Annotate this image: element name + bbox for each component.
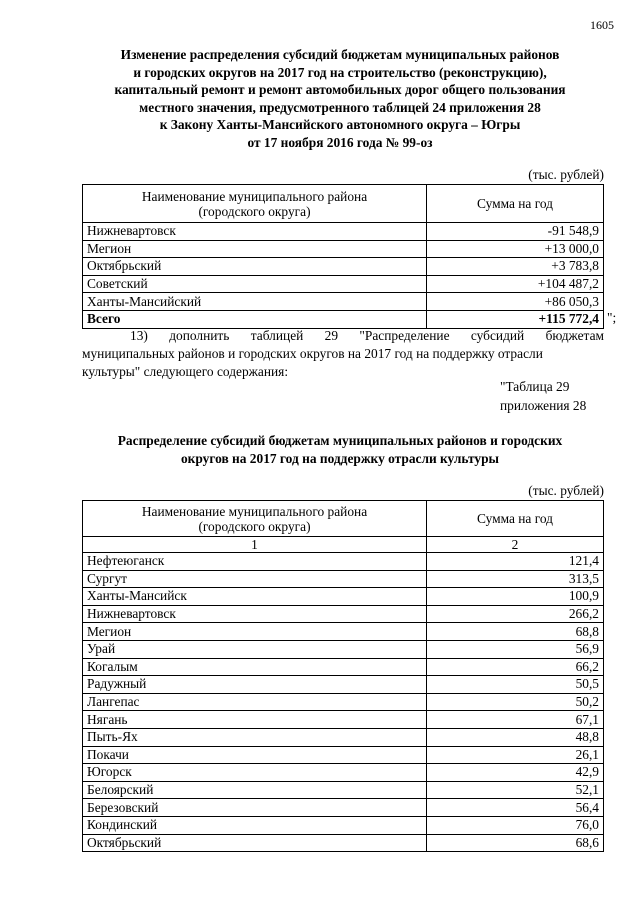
total-label: Всего bbox=[83, 310, 427, 328]
row-value: 68,6 bbox=[427, 834, 604, 852]
table-reference bbox=[500, 377, 586, 415]
table-row bbox=[83, 676, 604, 694]
row-value: 56,9 bbox=[427, 640, 604, 658]
closing-quote: "; bbox=[607, 310, 617, 325]
row-name: Когалым bbox=[83, 658, 427, 676]
row-name: Пыть-Ях bbox=[83, 728, 427, 746]
row-value: 26,1 bbox=[427, 746, 604, 764]
row-name: Нефтеюганск bbox=[83, 553, 427, 571]
row-value: 48,8 bbox=[427, 728, 604, 746]
table-row bbox=[83, 764, 604, 782]
column-header-name-line1: Наименование муниципального района bbox=[141, 188, 368, 204]
paragraph-line: культуры" следующего содержания: bbox=[82, 364, 289, 379]
column-header-name-line2: (городского округа) bbox=[198, 518, 311, 534]
table-row bbox=[83, 640, 604, 658]
row-value: 56,4 bbox=[427, 799, 604, 817]
row-name: Югорск bbox=[83, 764, 427, 782]
row-name: Октябрьский bbox=[83, 834, 427, 852]
row-name: Белоярский bbox=[83, 781, 427, 799]
table-row bbox=[83, 293, 604, 311]
row-name: Ханты-Мансийский bbox=[83, 293, 427, 311]
row-name: Нягань bbox=[83, 711, 427, 729]
section2-units: (тыс. рублей) bbox=[528, 483, 604, 498]
row-name: Ханты-Мансийск bbox=[83, 588, 427, 606]
row-value: 121,4 bbox=[427, 553, 604, 571]
table-row bbox=[83, 746, 604, 764]
column-header-sum: Сумма на год bbox=[427, 185, 604, 223]
row-value: 100,9 bbox=[427, 588, 604, 606]
table-row bbox=[83, 240, 604, 258]
table-row bbox=[83, 834, 604, 852]
section1-table bbox=[82, 184, 604, 329]
row-value: 52,1 bbox=[427, 781, 604, 799]
paragraph-line: 13) дополнить таблицей 29 "Распределение субсидий бюджетам bbox=[130, 328, 604, 343]
row-value: +3 783,8 bbox=[427, 258, 604, 276]
section1-title-line: капитальный ремонт и ремонт автомобильных дорог общего пользования bbox=[114, 82, 566, 97]
table-row bbox=[83, 728, 604, 746]
table-reference-line: "Таблица 29 bbox=[500, 379, 570, 394]
row-name: Радужный bbox=[83, 676, 427, 694]
table-reference-line: приложения 28 bbox=[500, 398, 587, 413]
column-number-2: 2 bbox=[427, 537, 604, 553]
table-row bbox=[83, 275, 604, 293]
table-row bbox=[83, 781, 604, 799]
row-value: 67,1 bbox=[427, 711, 604, 729]
table-row bbox=[83, 623, 604, 641]
table-row bbox=[83, 588, 604, 606]
row-value: 68,8 bbox=[427, 623, 604, 641]
section2-title bbox=[60, 432, 620, 467]
table-row bbox=[83, 258, 604, 276]
row-name: Октябрьский bbox=[83, 258, 427, 276]
row-value: 50,5 bbox=[427, 676, 604, 694]
row-value: 76,0 bbox=[427, 816, 604, 834]
row-name: Советский bbox=[83, 275, 427, 293]
table-header-row bbox=[83, 501, 604, 537]
row-name: Мегион bbox=[83, 623, 427, 641]
column-header-name-line2: (городского округа) bbox=[198, 203, 311, 219]
column-number-row bbox=[83, 537, 604, 553]
section1-title-line: Изменение распределения субсидий бюджетам муниципальных районов bbox=[120, 47, 560, 62]
row-value: -91 548,9 bbox=[427, 223, 604, 241]
section1-units: (тыс. рублей) bbox=[528, 167, 604, 182]
row-name: Сургут bbox=[83, 570, 427, 588]
row-value: 42,9 bbox=[427, 764, 604, 782]
table-row bbox=[83, 223, 604, 241]
table-row bbox=[83, 570, 604, 588]
row-name: Кондинский bbox=[83, 816, 427, 834]
row-value: 313,5 bbox=[427, 570, 604, 588]
table-row bbox=[83, 693, 604, 711]
row-value: 66,2 bbox=[427, 658, 604, 676]
row-value: +13 000,0 bbox=[427, 240, 604, 258]
row-name: Нижневартовск bbox=[83, 223, 427, 241]
table-row bbox=[83, 658, 604, 676]
row-value: 266,2 bbox=[427, 605, 604, 623]
paragraph-line: муниципальных районов и городских округов на 2017 год на поддержку отрасли bbox=[82, 346, 543, 361]
row-value: +86 050,3 bbox=[427, 293, 604, 311]
section1-title-line: и городских округов на 2017 год на строительство (реконструкцию), bbox=[133, 64, 547, 80]
table-row bbox=[83, 605, 604, 623]
column-header-sum: Сумма на год bbox=[427, 501, 604, 537]
section2-title-line: Распределение субсидий бюджетам муниципальных районов и городских bbox=[117, 433, 563, 448]
table-total-row bbox=[83, 310, 604, 328]
section1-title-line: от 17 ноября 2016 года № 99-оз bbox=[247, 134, 433, 150]
total-value: +115 772,4 bbox=[427, 310, 604, 328]
page-number: 1605 bbox=[590, 18, 614, 32]
row-name: Березовский bbox=[83, 799, 427, 817]
column-header-name-line1: Наименование муниципального района bbox=[141, 503, 368, 519]
section2-table bbox=[82, 500, 604, 852]
table-row bbox=[83, 799, 604, 817]
column-header-name bbox=[83, 185, 427, 223]
section1-title bbox=[60, 46, 620, 151]
row-name: Лангепас bbox=[83, 693, 427, 711]
row-name: Урай bbox=[83, 640, 427, 658]
table-row bbox=[83, 553, 604, 571]
column-number-1: 1 bbox=[83, 537, 427, 553]
row-value: 50,2 bbox=[427, 693, 604, 711]
table-header-row bbox=[83, 185, 604, 223]
row-name: Мегион bbox=[83, 240, 427, 258]
table-row bbox=[83, 816, 604, 834]
column-header-name bbox=[83, 501, 427, 537]
amendment-paragraph bbox=[82, 327, 604, 381]
row-name: Покачи bbox=[83, 746, 427, 764]
row-name: Нижневартовск bbox=[83, 605, 427, 623]
section1-title-line: к Закону Ханты-Мансийского автономного округа – Югры bbox=[159, 117, 521, 132]
section1-title-line: местного значения, предусмотренного таблицей 24 приложения 28 bbox=[139, 99, 541, 115]
row-value: +104 487,2 bbox=[427, 275, 604, 293]
section2-title-line: округов на 2017 год на поддержку отрасли культуры bbox=[180, 450, 500, 466]
table-row bbox=[83, 711, 604, 729]
